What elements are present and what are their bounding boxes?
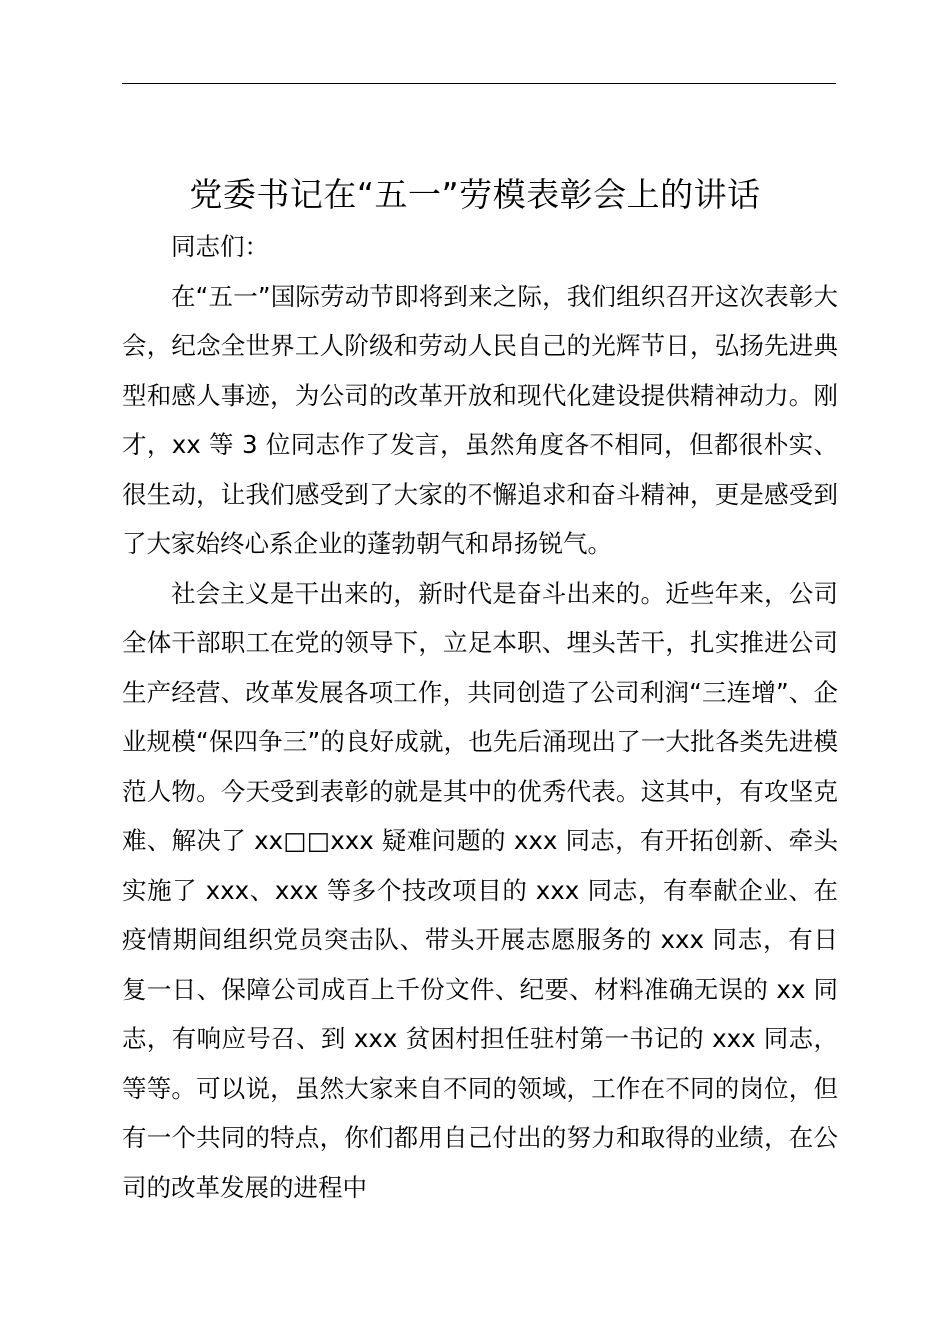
paragraph: 在“五一”国际劳动节即将到来之际，我们组织召开这次表彰大会，纪念全世界工人阶级和劳动人民自己的光辉节日，弘扬先进典型和感人事迹，为公司的改革开放和现代化建设提供精神动力。刚才，xx 等 3 位同志作了发言，虽然角度各不相同，但都很朴实、很生动，让我们感受到了大家的不懈追求和奋斗精神，更是感受到了大家始终心系企业的蓬勃朝气和昂扬锐气。: [122, 281, 838, 558]
document-body: [122, 222, 838, 1212]
document-title: 党委书记在“五一”劳模表彰会上的讲话: [189, 175, 761, 215]
salutation: 同志们：: [171, 232, 269, 261]
paragraph: 社会主义是干出来的，新时代是奋斗出来的。近些年来，公司全体干部职工在党的领导下，立足本职、埋头苦干，扎实推进公司生产经营、改革发展各项工作，共同创造了公司利润“三连增”、企业规模“保四争三”的良好成就，也先后涌现出了一大批各类先进模范人物。今天受到表彰的就是其中的优秀代表。这其中，有攻坚克难、解决了 xx□□xxx 疑难问题的 xxx 同志，有开拓创新、牵头实施了 xxx、xxx 等多个技改项目的 xxx 同志，有奉献企业、在疫情期间组织党员突击队、带头开展志愿服务的 xxx 同志，有日复一日、保障公司成百上千份文件、纪要、材料准确无误的 xx 同志，有响应号召、到 xxx 贫困村担任驻村第一书记的 xxx 同志，等等。可以说，虽然大家来自不同的领域，工作在不同的岗位，但有一个共同的特点，你们都用自己付出的努力和取得的业绩，在公司的改革发展的进程中: [122, 578, 838, 1202]
header-divider: [122, 83, 836, 84]
